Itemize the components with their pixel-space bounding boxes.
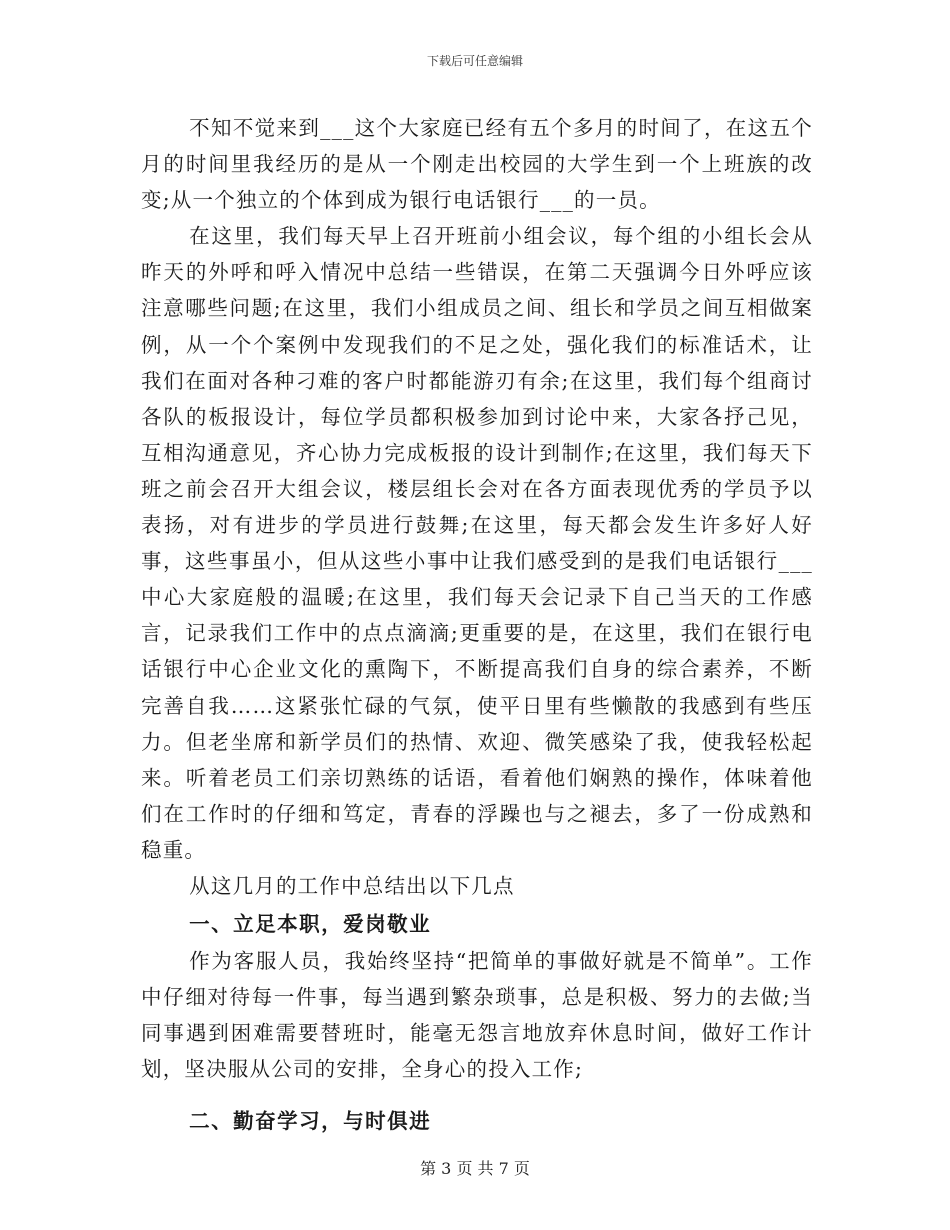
paragraph-daily-work: 在这里，我们每天早上召开班前小组会议，每个组的小组长会从昨天的外呼和呼入情况中总结一些错误，在第二天强调今日外呼应该注意哪些问题;在这里，我们小组成员之间、组长和学员之间互相做案例，从一个个案例中发现我们的不足之处，强化我们的标准话术，让我们在面对各种刁难的客户时都能游刃有余;在这里，我们每个组商讨各队的板报设计，每位学员都积极参加到讨论中来，大家各抒己见，互相沟通意见，齐心协力完成板报的设计到制作;在这里，我们每天下班之前会召开大组会议，楼层组长会对在各方面表现优秀的学员予以表扬，对有进步的学员进行鼓舞;在这里，每天都会发生许多好人好事，这些事虽小，但从这些小事中让我们感受到的是我们电话银行___中心大家庭般的温暖;在这里，我们每天会记录下自己当天的工作感言，记录我们工作中的点点滴滴;更重要的是，在这里，我们在银行电话银行中心企业文化的熏陶下，不断提高我们自身的综合素养，不断完善自我……这紧张忙碌的气氛，使平日里有些懒散的我感到有些压力。但老坐席和新学员们的热情、欢迎、微笑感染了我，使我轻松起来。听着老员工们亲切熟练的话语，看着他们娴熟的操作，体味着他们在工作时的仔细和笃定，青春的浮躁也与之褪去，多了一份成熟和稳重。: [141, 224, 813, 862]
page-number-footer: 第 3 页 共 7 页: [420, 1159, 530, 1178]
paragraph-intro: 不知不觉来到___这个大家庭已经有五个多月的时间了，在这五个月的时间里我经历的是从一个刚走出校园的大学生到一个上班族的改变;从一个独立的个体到成为银行电话银行___的一员。: [141, 116, 813, 213]
section-heading-1: 一、立足本职，爱岗敬业: [189, 912, 432, 937]
page-header: 下载后可任意编辑: [426, 54, 523, 68]
paragraph-section-1: 作为客服人员，我始终坚持“把简单的事做好就是不简单”。工作中仔细对待每一件事，每当遇到繁杂琐事，总是积极、努力的去做;当同事遇到困难需要替班时，能毫无怨言地放弃休息时间，做好工作计划，坚决服从公司的安排，全身心的投入工作;: [141, 948, 813, 1081]
paragraph-summary-lead: 从这几月的工作中总结出以下几点: [189, 873, 515, 898]
document-body: [141, 110, 813, 1139]
section-heading-2: 二、勤奋学习，与时俱进: [189, 1108, 432, 1133]
